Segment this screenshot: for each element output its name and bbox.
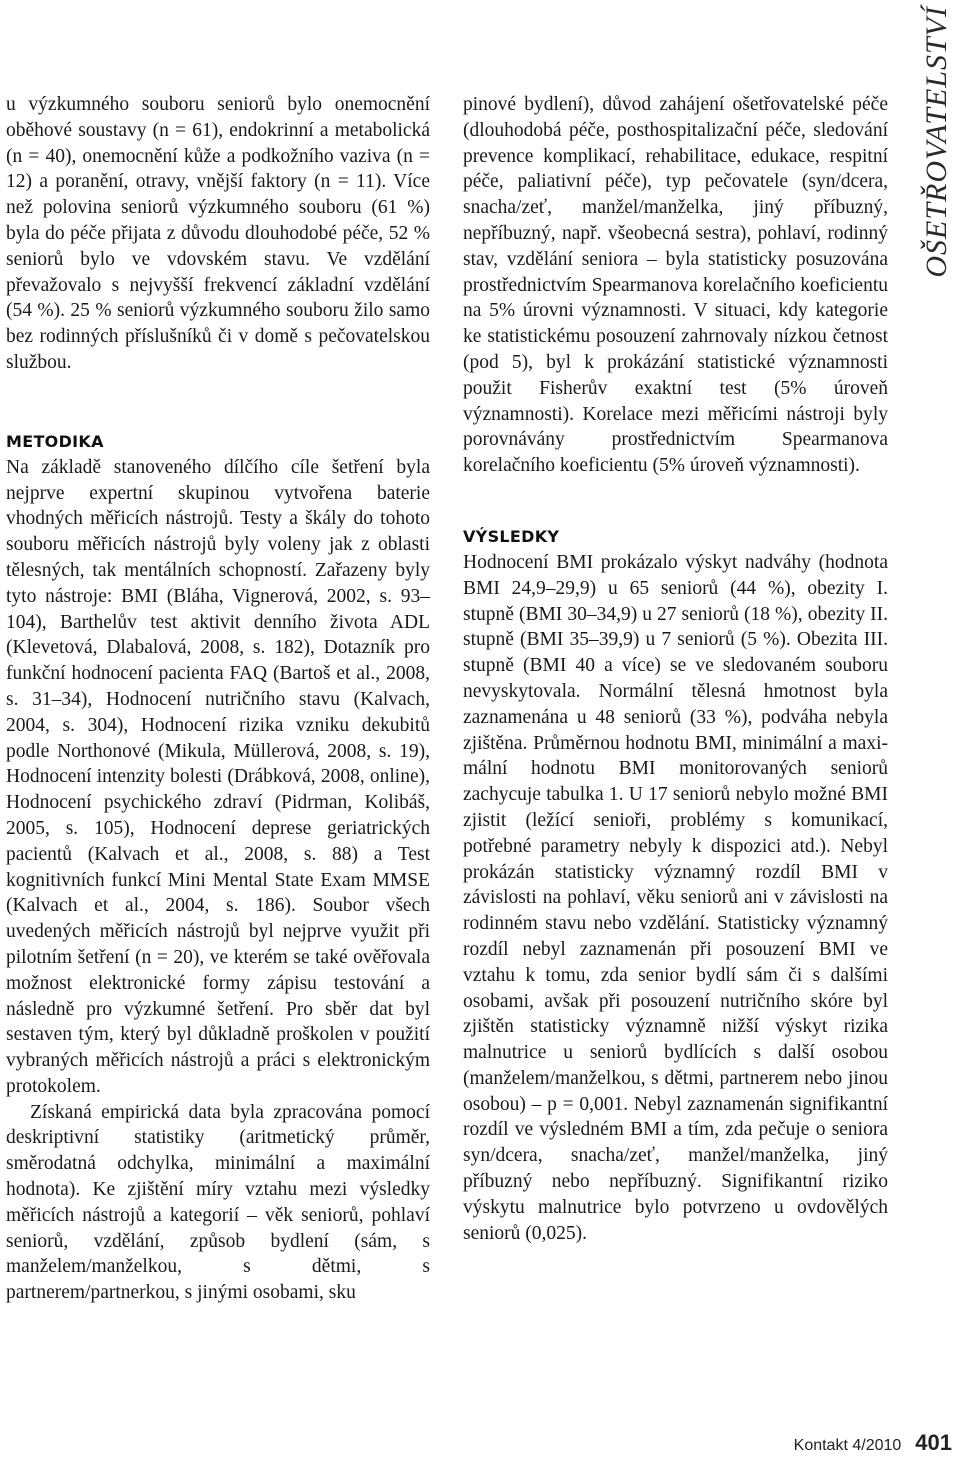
methods-paragraph-2: Získaná empirická data byla zpracována pomocí deskriptivní statistiky (aritmetický průměr, směrodatná odchylka, minimální a maximální hodnota). Ke zjištění míry vztahu mezi výsledky měřicích nástrojů a kategorií – věk seniorů, pohlaví seniorů, vzdělání, způsob bydlení (sám, s manželem/manželkou, s dětmi, s partnerem/partnerkou, s jinými osobami, sku xyxy=(6,1101,430,1304)
page-number: 401 xyxy=(915,1430,952,1455)
results-heading: VÝSLEDKY xyxy=(463,526,560,546)
methods-heading: METODIKA xyxy=(6,431,104,451)
section-side-label: OŠETŘOVATELSTVÍ xyxy=(920,6,953,278)
methods-paragraph-1: Na základě stanoveného dílčího cíle šetření byla nejprve expertní skupinou vytvořena baterie vhodných měřicích nástrojů. Testy a škály do tohoto souboru měřicích nástrojů byly voleny jak z oblasti tělesných, tak mentálních schopností. Zařazeny byly tyto nástroje: BMI (Bláha, Vignerová, 2002, s. 93–104), Barthelův test aktivit denního života ADL (Klevetová, Dlabalová, 2008, s. 182), Dotazník pro funkční hodnocení pacienta FAQ (Bartoš et al., 2008, s. 31–34), Hodnocení nutričního stavu (Kalvach, 2004, s. 304), Hodnocení rizika vzniku dekubitů podle Northonové (Mikula, Müllerová, 2008, s. 19), Hodnocení intenzity bolesti (Drábková, 2008, online), Hodnocení psychického zdraví (Pidrman, Kolibáš, 2005, s. 105), Hodnocení deprese geriatrických pacientů (Kalvach et al., 2008, s. 88) a Test kognitivních funkcí Mini Mental State Exam MMSE (Kalvach et al., 2004, s. 186). Soubor všech uvedených měřicích nástrojů byl nejprve využit při pilotním šetření (n = 20), ve kterém se také ověřovala možnost elektronické formy zápisu testování a následně pro výzkumné šetření. Pro sběr dat byl sestaven tým, který byl důkladně proškolen v použití vybraných měřicích nástrojů a práci s elektronickým protokolem. xyxy=(6,456,430,1097)
page-footer xyxy=(794,1430,952,1456)
journal-issue: Kontakt 4/2010 xyxy=(793,1437,902,1454)
results-paragraph: Hodnocení BMI prokázalo výskyt nadváhy (hodnota BMI 24,9–29,9) u 65 seniorů (44 %), obezity I. stupně (BMI 30–34,9) u 27 seniorů (18 %), obezity II. stupně (BMI 35–39,9) u 7 seniorů (5 %). Obezita III. stupně (BMI 40 a více) se ve sledovaném souboru nevyskytovala. Normální tělesná hmotnost byla zaznamenána u 48 seniorů (33 %), podváha nebyla zjištěna. Průměrnou hodnotu BMI, minimální a maximální hodnotu BMI monitorovaných seniorů zachycuje tabulka 1. U 17 seniorů nebylo možné BMI zjistit (ležící senioři, problémy s komunikací, potřebné parametry nebyly k dispozici atd.). Nebyl prokázán statisticky významný rozdíl BMI v závislosti na pohlaví, věku seniorů ani v závislosti na rodinném stavu nebo vzdělání. Statisticky významný rozdíl nebyl zaznamenán při posouzení BMI ve vztahu k tomu, zda senior bydlí sám či s dalšími osobami, avšak při posouzení nutričního skóre byl zjištěn statisticky významně nižší výskyt rizika malnutrice u seniorů bydlících s další osobou (manželem/manželkou, s dětmi, partnerem nebo jinou osobou) – p = 0,001. Nebyl zaznamenán signifikantní rozdíl ve výsledném BMI a tím, zda pečuje o seniora syn/dcera, snacha/zeť, manžel/manželka, jiný příbuzný nebo nepříbuzný. Signifikantní riziko výskytu malnutrice bylo potvrzeno u ovdovělých seniorů (0,025). xyxy=(463,551,888,1244)
intro-paragraph: u výzkumného souboru seniorů bylo onemocnění oběhové soustavy (n = 61), endokrinní a metabolická (n = 40), onemocnění kůže a podkožního vaziva (n = 12) a poranění, otravy, vnější faktory (n = 11). Více než polovina seniorů výzkumného souboru (61 %) byla do péče přijata z důvodu dlouhodobé péče, 52 % seniorů bylo ve vdovském stavu. Ve vzdělání převažovalo s nejvyšší frekvencí základní vzdělání (54 %). 25 % seniorů výzkumného souboru žilo samo bez rodinných příslušníků či v domě s pečovatelskou službou. xyxy=(6,94,430,373)
section-gap xyxy=(6,376,430,429)
right-column xyxy=(463,92,888,1246)
left-column xyxy=(6,92,430,1306)
methods-continuation-paragraph: pinové bydlení), důvod zahájení ošetřovatelské péče (dlouhodobá péče, posthospitalizační péče, sledování prevence komplikací, rehabilitace, edukace, respitní péče, paliativní péče), typ pečovatele (syn/dcera, snacha/zeť, manžel/manželka, jiný příbuzný, nepříbuzný, např. všeobecná sestra), pohlaví, rodinný stav, vzdělání seniora – byla statisticky posuzována prostřednictvím Spearmanova korelačního koeficientu na 5% úrovni významnosti. V situaci, kdy kategorie ke statistickému posouzení zahrnovaly nízkou četnost (pod 5), byl k prokázání statistické významnosti použit Fisherův exaktní test (5% úroveň významnosti). Korelace mezi měřicími nástroji byly porovnávány prostřednictvím Spearmanova korelačního koeficientu (5% úroveň významnosti). xyxy=(463,94,888,477)
section-gap xyxy=(463,479,888,524)
